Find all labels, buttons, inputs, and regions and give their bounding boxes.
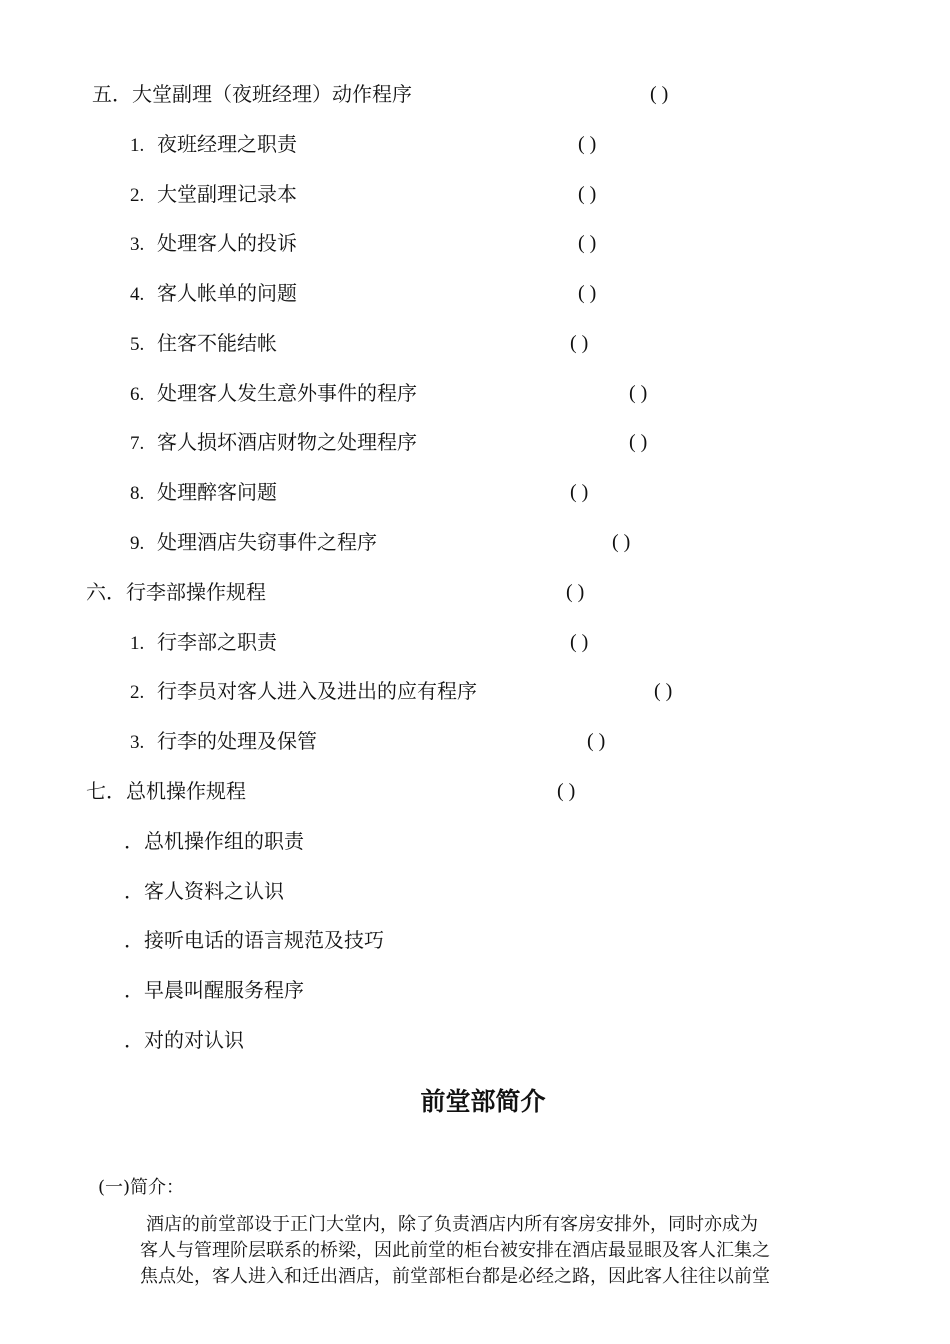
- toc-page-ref: ( ): [570, 481, 589, 503]
- toc-prefix: 4.: [130, 284, 145, 305]
- toc-text: 接听电话的语言规范及技巧: [144, 928, 384, 952]
- toc-text: 总机操作规程: [126, 779, 246, 803]
- toc-text: 处理客人的投诉: [156, 231, 297, 255]
- toc-line: [130, 230, 297, 258]
- toc-line: [130, 529, 377, 557]
- toc-prefix: ．: [124, 829, 144, 853]
- toc-prefix: 七．: [86, 779, 126, 803]
- toc-line: [124, 927, 384, 953]
- toc-line: [124, 977, 304, 1003]
- paragraph-line: 酒店的前堂部设于正门大堂内，除了负责酒店内所有客房安排外，同时亦成为: [146, 1214, 758, 1235]
- toc-prefix: ．: [124, 928, 144, 952]
- toc-prefix: 3.: [130, 732, 145, 753]
- toc-prefix: 1.: [130, 135, 145, 156]
- toc-prefix: 1.: [130, 633, 145, 654]
- toc-prefix: 六．: [86, 580, 126, 604]
- toc-page-ref: ( ): [578, 232, 597, 254]
- toc-prefix: 五．: [92, 82, 132, 106]
- toc-prefix: 2.: [130, 185, 145, 206]
- toc-text: 行李的处理及保管: [156, 729, 317, 753]
- section-title: 前堂部简介: [420, 1087, 546, 1116]
- toc-line: [130, 678, 477, 706]
- toc-line: [130, 479, 277, 507]
- toc-text: 大堂副理记录本: [156, 182, 297, 206]
- toc-line: [124, 1027, 244, 1053]
- toc-prefix: ．: [124, 1028, 144, 1052]
- toc-line: [86, 579, 266, 605]
- toc-line: [124, 878, 284, 904]
- toc-text: 处理客人发生意外事件的程序: [156, 381, 417, 405]
- toc-text: 处理酒店失窃事件之程序: [156, 530, 377, 554]
- toc-line: [92, 81, 412, 107]
- section-subtitle: (一)简介：: [98, 1177, 185, 1198]
- toc-text: 行李员对客人进入及进出的应有程序: [156, 679, 477, 703]
- toc-line: [130, 181, 297, 209]
- toc-page-ref: ( ): [578, 282, 597, 304]
- toc-prefix: 6.: [130, 384, 145, 405]
- toc-line: [124, 828, 304, 854]
- toc-prefix: 3.: [130, 234, 145, 255]
- toc-page-ref: ( ): [570, 332, 589, 354]
- toc-line: [86, 778, 246, 804]
- toc-text: 总机操作组的职责: [144, 829, 304, 853]
- toc-page-ref: ( ): [566, 581, 585, 603]
- toc-text: 行李部操作规程: [126, 580, 266, 604]
- toc-prefix: ．: [124, 879, 144, 903]
- toc-prefix: 2.: [130, 682, 145, 703]
- toc-line: [130, 380, 417, 408]
- toc-text: 客人损坏酒店财物之处理程序: [156, 430, 417, 454]
- toc-line: [130, 330, 277, 358]
- toc-page-ref: ( ): [629, 382, 648, 404]
- toc-page-ref: ( ): [612, 531, 631, 553]
- toc-page-ref: ( ): [650, 83, 669, 105]
- toc-page-ref: ( ): [587, 730, 606, 752]
- toc-line: [130, 131, 297, 159]
- toc-page-ref: ( ): [570, 631, 589, 653]
- toc-text: 早晨叫醒服务程序: [144, 978, 304, 1002]
- toc-page-ref: ( ): [578, 133, 597, 155]
- toc-text: 处理醉客问题: [156, 480, 277, 504]
- paragraph-line: 客人与管理阶层联系的桥梁，因此前堂的柜台被安排在酒店最显眼及客人汇集之: [140, 1240, 770, 1261]
- toc-prefix: ．: [124, 978, 144, 1002]
- toc-line: [130, 629, 277, 657]
- toc-page-ref: ( ): [578, 183, 597, 205]
- toc-text: 住客不能结帐: [156, 331, 277, 355]
- toc-prefix: 8.: [130, 483, 145, 504]
- toc-prefix: 5.: [130, 334, 145, 355]
- toc-text: 夜班经理之职责: [156, 132, 297, 156]
- toc-text: 对的对认识: [144, 1028, 244, 1052]
- toc-prefix: 9.: [130, 533, 145, 554]
- toc-page-ref: ( ): [629, 431, 648, 453]
- toc-prefix: 7.: [130, 433, 145, 454]
- paragraph-line: 焦点处，客人进入和迁出酒店，前堂部柜台都是必经之路，因此客人往往以前堂: [140, 1266, 770, 1287]
- toc-line: [130, 280, 297, 308]
- toc-page-ref: ( ): [654, 680, 673, 702]
- toc-text: 行李部之职责: [156, 630, 277, 654]
- toc-text: 客人资料之认识: [144, 879, 284, 903]
- toc-text: 大堂副理（夜班经理）动作程序: [132, 82, 412, 106]
- toc-text: 客人帐单的问题: [156, 281, 297, 305]
- toc-page-ref: ( ): [557, 780, 576, 802]
- toc-line: [130, 728, 317, 756]
- toc-line: [130, 429, 417, 457]
